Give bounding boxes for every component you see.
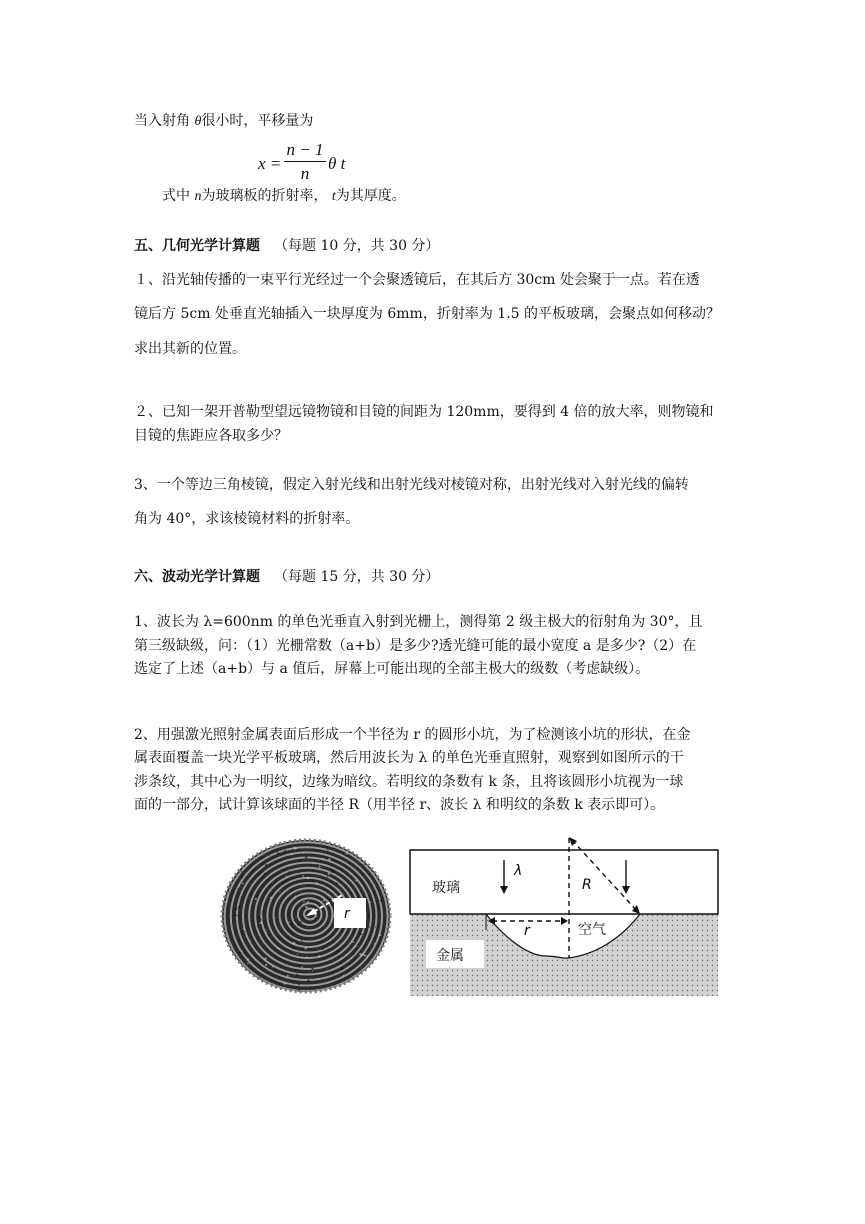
speckle-dot xyxy=(302,837,303,838)
speckle-dot xyxy=(327,851,328,852)
speckle-dot xyxy=(344,938,345,939)
speckle-dot xyxy=(255,898,257,900)
speckle-dot xyxy=(238,866,239,867)
speckle-dot xyxy=(259,875,260,876)
speckle-dot xyxy=(321,901,322,902)
speckle-dot xyxy=(345,887,346,888)
speckle-dot xyxy=(380,900,382,902)
speckle-dot xyxy=(387,933,388,934)
formula-numerator: n − 1 xyxy=(286,140,324,159)
speckle-dot xyxy=(230,871,231,872)
speckle-dot xyxy=(346,852,348,854)
speckle-dot xyxy=(341,967,344,970)
t-symbol: t xyxy=(331,189,336,204)
speckle-dot xyxy=(294,847,297,850)
speckle-dot xyxy=(389,881,390,882)
speckle-dot xyxy=(219,889,221,891)
speckle-dot xyxy=(367,841,368,842)
s6-q2-line: 涉条纹，其中心为一明纹，边缘为暗纹。若明纹的条数有 k 条，且将该圆形小坑视为一球 xyxy=(134,774,684,790)
speckle-dot xyxy=(387,963,389,965)
speckle-dot xyxy=(327,876,329,878)
speckle-dot xyxy=(291,837,293,839)
speckle-dot xyxy=(317,864,319,866)
speckle-dot xyxy=(355,946,356,947)
speckle-dot xyxy=(296,924,297,925)
speckle-dot xyxy=(312,880,313,881)
speckle-dot xyxy=(218,913,219,915)
speckle-dot xyxy=(241,876,243,878)
speckle-dot xyxy=(279,892,280,893)
speckle-dot xyxy=(245,931,246,932)
speckle-dot xyxy=(307,901,309,903)
speckle-dot xyxy=(278,948,280,950)
s6-q2-line: 面的一部分，试计算该球面的半径 R（用半径 r、波长 λ 和明纹的条数 k 表示即可）。 xyxy=(134,797,665,813)
speckle-dot xyxy=(247,958,249,960)
speckle-dot xyxy=(292,947,294,949)
speckle-dot xyxy=(271,980,273,982)
speckle-dot xyxy=(291,854,293,856)
speckle-dot xyxy=(310,986,311,987)
speckle-dot xyxy=(299,875,301,877)
speckle-dot xyxy=(261,913,262,914)
speckle-dot xyxy=(296,973,298,975)
speckle-dot xyxy=(331,870,334,873)
intro-text-b: 很小时，平移量为 xyxy=(201,113,314,129)
speckle-dot xyxy=(315,926,316,927)
speckle-dot xyxy=(336,950,338,952)
speckle-dot xyxy=(307,980,310,983)
speckle-dot xyxy=(333,975,334,976)
speckle-dot xyxy=(218,927,220,929)
speckle-dot xyxy=(305,856,307,858)
speckle-dot xyxy=(359,953,361,955)
speckle-dot xyxy=(229,892,230,893)
speckle-dot xyxy=(268,934,270,936)
speckle-dot xyxy=(337,984,338,985)
speckle-dot xyxy=(373,843,375,845)
speckle-dot xyxy=(295,896,297,898)
speckle-dot xyxy=(291,923,293,925)
speckle-dot xyxy=(227,876,229,878)
speckle-dot xyxy=(260,987,261,988)
s6-q2-line: 2、用强激光照射金属表面后形成一个半径为 r 的圆形小坑，为了检测该小坑的形状，在金 xyxy=(134,727,691,743)
s5-q1-line: 求出其新的位置。 xyxy=(134,341,246,357)
speckle-dot xyxy=(333,860,335,862)
speckle-dot xyxy=(253,920,254,921)
speckle-dot xyxy=(262,911,263,912)
intro-text-e: 为其厚度。 xyxy=(335,188,406,204)
speckle-dot xyxy=(269,855,270,856)
section6-title: 六、波动光学计算题 xyxy=(134,569,260,585)
speckle-dot xyxy=(226,894,228,896)
speckle-dot xyxy=(218,992,220,994)
speckle-dot xyxy=(297,954,298,955)
speckle-dot xyxy=(293,942,296,945)
speckle-dot xyxy=(284,850,286,852)
intro-text-a: 当入射角 xyxy=(134,113,190,129)
speckle-dot xyxy=(369,926,370,927)
speckle-dot xyxy=(328,858,330,860)
speckle-dot xyxy=(257,926,259,928)
speckle-dot xyxy=(304,925,305,926)
speckle-dot xyxy=(374,891,375,892)
speckle-dot xyxy=(353,953,355,955)
speckle-dot xyxy=(371,967,372,968)
speckle-dot xyxy=(366,955,368,957)
displacement-formula xyxy=(258,140,348,190)
speckle-dot xyxy=(265,989,266,990)
speckle-dot xyxy=(357,839,359,841)
formula-denominator: n xyxy=(300,164,310,183)
speckle-dot xyxy=(247,842,248,843)
s6-q1-line: 第三级缺级，问：（1）光栅常数（a+b）是多少?透光缝可能的最小宽度 a 是多少?（2）在 xyxy=(134,638,697,654)
s6-q2-line: 属表面覆盖一块光学平板玻璃，然后用波长为 λ 的单色光垂直照射，观察到如图所示的干 xyxy=(134,750,684,766)
section6-heading xyxy=(134,567,439,587)
metal-label: 金属 xyxy=(436,948,464,964)
speckle-dot xyxy=(347,861,348,862)
speckle-dot xyxy=(231,977,232,978)
speckle-dot xyxy=(373,856,374,857)
speckle-dot xyxy=(287,975,289,977)
speckle-dot xyxy=(261,956,262,957)
speckle-dot xyxy=(235,908,237,910)
speckle-dot xyxy=(265,964,267,966)
s6-q1-line: 选定了上述（a+b）与 a 值后，屏幕上可能出现的全部主极大的级数（考虑缺级）。 xyxy=(134,661,650,677)
speckle-dot xyxy=(304,844,305,845)
speckle-dot xyxy=(388,978,389,979)
speckle-dot xyxy=(269,995,270,996)
intro-text-d: 为玻璃板的折射率， xyxy=(201,188,328,204)
speckle-dot xyxy=(374,910,375,911)
speckle-dot xyxy=(298,872,299,873)
speckle-dot xyxy=(388,848,390,850)
speckle-dot xyxy=(270,869,271,870)
speckle-dot xyxy=(360,933,362,935)
speckle-dot xyxy=(389,864,390,865)
air-label: 空气 xyxy=(578,922,606,938)
speckle-dot xyxy=(300,906,301,907)
section5-note: （每题 10 分，共 30 分） xyxy=(274,238,440,254)
speckle-dot xyxy=(328,895,329,896)
speckle-dot xyxy=(301,951,302,952)
speckle-dot xyxy=(335,836,336,837)
speckle-dot xyxy=(327,858,328,859)
speckle-dot xyxy=(378,956,379,957)
speckle-dot xyxy=(297,975,299,977)
speckle-dot xyxy=(266,892,267,893)
speckle-dot xyxy=(278,936,279,937)
r-label-box xyxy=(334,898,366,928)
speckle-dot xyxy=(241,896,243,898)
speckle-dot xyxy=(220,875,221,876)
speckle-dot xyxy=(389,993,390,994)
s6-q1-line: 1、波长为 λ=600nm 的单色光垂直入射到光栅上，测得第 2 级主极大的衍射角为 30°，且 xyxy=(134,614,703,630)
speckle-dot xyxy=(241,871,243,873)
speckle-dot xyxy=(323,899,325,901)
intro-line-2 xyxy=(162,186,406,207)
speckle-dot xyxy=(293,846,294,847)
speckle-dot xyxy=(318,955,320,957)
speckle-dot xyxy=(319,866,321,868)
speckle-dot xyxy=(327,849,329,851)
speckle-dot xyxy=(333,848,335,850)
intro-text-c: 式中 xyxy=(162,188,190,204)
section6-note: （每题 15 分，共 30 分） xyxy=(274,569,440,585)
R-label: R xyxy=(582,877,592,893)
speckle-dot xyxy=(373,933,374,934)
speckle-dot xyxy=(328,873,330,875)
r-label: r xyxy=(524,923,530,939)
s5-q1-line: 镜后方 5cm 处垂直光轴插入一块厚度为 6mm，折射率为 1.5 的平板玻璃，会聚点如何移动？ xyxy=(134,306,720,322)
speckle-dot xyxy=(306,957,308,959)
s5-q2-line: ２、已知一架开普勒型望远镜物镜和目镜的间距为 120mm，要得到 4 倍的放大率，则物镜和 xyxy=(134,404,714,420)
speckle-dot xyxy=(385,887,387,889)
speckle-dot xyxy=(314,917,316,919)
speckle-dot xyxy=(330,940,331,941)
speckle-dot xyxy=(370,902,371,903)
speckle-dot xyxy=(328,898,330,900)
speckle-dot xyxy=(301,966,303,968)
speckle-dot xyxy=(316,882,318,884)
speckle-dot xyxy=(291,922,292,923)
speckle-dot xyxy=(246,836,248,838)
speckle-dot xyxy=(379,934,381,936)
intro-line-1 xyxy=(134,111,313,132)
speckle-dot xyxy=(334,836,336,837)
speckle-dot xyxy=(368,916,370,918)
speckle-dot xyxy=(300,921,302,923)
speckle-dot xyxy=(279,838,280,839)
speckle-dot xyxy=(287,878,289,880)
speckle-dot xyxy=(247,993,249,995)
speckle-dot xyxy=(299,860,301,862)
speckle-dot xyxy=(276,840,277,841)
speckle-dot xyxy=(385,836,386,837)
speckle-dot xyxy=(325,897,326,898)
speckle-dot xyxy=(355,880,357,882)
fraction-bar xyxy=(284,161,326,162)
interference-rings-figure xyxy=(218,836,394,996)
section5-heading xyxy=(134,236,439,256)
speckle-dot xyxy=(236,915,238,917)
speckle-dot xyxy=(347,985,348,986)
speckle-dot xyxy=(331,986,332,987)
speckle-dot xyxy=(272,966,274,968)
speckle-dot xyxy=(270,897,272,899)
speckle-dot xyxy=(361,874,363,876)
speckle-dot xyxy=(238,885,240,887)
speckle-dot xyxy=(342,838,343,839)
speckle-dot xyxy=(391,903,394,906)
glass-label: 玻璃 xyxy=(432,880,460,896)
speckle-dot xyxy=(377,964,378,965)
speckle-dot xyxy=(260,919,262,921)
speckle-dot xyxy=(365,988,367,990)
speckle-dot xyxy=(250,941,251,942)
speckle-dot xyxy=(257,891,258,892)
speckle-dot xyxy=(357,857,358,858)
speckle-dot xyxy=(296,917,297,918)
s5-q1-line: １、沿光轴传播的一束平行光经过一个会聚透镜后，在其后方 30cm 处会聚于一点。若在透 xyxy=(134,272,700,288)
speckle-dot xyxy=(264,958,266,960)
speckle-dot xyxy=(363,992,365,994)
speckle-dot xyxy=(221,860,223,862)
speckle-dot xyxy=(250,884,251,885)
speckle-dot xyxy=(259,922,261,924)
speckle-dot xyxy=(390,836,391,837)
speckle-dot xyxy=(358,946,359,947)
speckle-dot xyxy=(247,963,249,965)
speckle-dot xyxy=(293,983,294,984)
speckle-dot xyxy=(241,951,243,953)
speckle-dot xyxy=(289,871,291,873)
speckle-dot xyxy=(311,903,312,904)
s5-q2-line: 目镜的焦距应各取多少？ xyxy=(134,428,288,444)
speckle-dot xyxy=(243,928,245,930)
speckle-dot xyxy=(238,906,241,909)
speckle-dot xyxy=(222,890,224,892)
speckle-dot xyxy=(234,869,236,871)
speckle-dot xyxy=(307,877,309,879)
speckle-dot xyxy=(230,861,231,862)
speckle-dot xyxy=(364,932,365,933)
speckle-dot xyxy=(224,961,227,964)
speckle-dot xyxy=(335,860,337,862)
speckle-dot xyxy=(253,985,255,987)
speckle-dot xyxy=(385,957,386,958)
speckle-dot xyxy=(286,875,287,876)
speckle-dot xyxy=(275,917,276,918)
speckle-dot xyxy=(263,873,265,875)
speckle-dot xyxy=(298,990,300,992)
speckle-dot xyxy=(301,940,303,942)
formula-lhs: x = xyxy=(258,154,282,173)
speckle-dot xyxy=(377,866,379,868)
section5-title: 五、几何光学计算题 xyxy=(134,238,260,254)
speckle-dot xyxy=(225,901,227,903)
rings-r-label: r xyxy=(344,906,350,922)
speckle-dot xyxy=(336,882,338,884)
speckle-dot xyxy=(240,837,242,839)
speckle-dot xyxy=(232,859,233,860)
speckle-dot xyxy=(363,864,364,865)
speckle-dot xyxy=(375,926,376,927)
speckle-dot xyxy=(251,990,252,991)
speckle-dot xyxy=(220,885,222,887)
speckle-dot xyxy=(374,943,375,944)
speckle-dot xyxy=(242,883,244,885)
speckle-dot xyxy=(302,852,304,854)
speckle-dot xyxy=(288,881,289,882)
speckle-dot xyxy=(266,929,267,930)
speckle-dot xyxy=(340,958,342,960)
speckle-dot xyxy=(343,943,344,944)
speckle-dot xyxy=(266,842,268,844)
s5-q3-line: 3、一个等边三角棱镜，假定入射光线和出射光线对棱镜对称，出射光线对入射光线的偏转 xyxy=(134,477,689,493)
speckle-dot xyxy=(322,948,324,950)
speckle-dot xyxy=(373,987,374,988)
speckle-dot xyxy=(312,970,313,971)
speckle-dot xyxy=(303,901,305,903)
speckle-dot xyxy=(294,969,296,971)
speckle-dot xyxy=(309,871,310,872)
speckle-dot xyxy=(237,888,238,889)
speckle-dot xyxy=(302,902,303,903)
speckle-dot xyxy=(305,947,307,949)
speckle-dot xyxy=(367,977,369,979)
speckle-dot xyxy=(248,843,250,845)
speckle-dot xyxy=(311,968,313,970)
speckle-dot xyxy=(364,955,366,957)
speckle-dot xyxy=(257,987,258,988)
speckle-dot xyxy=(314,888,315,889)
speckle-dot xyxy=(288,921,289,922)
speckle-dot xyxy=(352,941,354,943)
speckle-dot xyxy=(231,853,232,854)
speckle-dot xyxy=(380,973,382,975)
speckle-dot xyxy=(265,989,267,991)
formula-rhs: θ t xyxy=(328,154,346,173)
s5-q3-line: 角为 40°，求该棱镜材料的折射率。 xyxy=(134,511,360,527)
speckle-dot xyxy=(305,906,307,908)
theta-symbol: θ xyxy=(194,114,202,129)
speckle-dot xyxy=(298,984,300,986)
speckle-dot xyxy=(389,894,391,896)
speckle-dot xyxy=(283,983,285,985)
speckle-dot xyxy=(221,890,222,891)
speckle-dot xyxy=(313,993,315,995)
speckle-dot xyxy=(265,864,267,866)
speckle-dot xyxy=(257,916,260,919)
speckle-dot xyxy=(387,852,389,854)
speckle-dot xyxy=(281,876,282,877)
speckle-dot xyxy=(279,976,281,978)
speckle-dot xyxy=(303,875,305,877)
speckle-dot xyxy=(322,858,324,860)
speckle-dot xyxy=(297,923,299,925)
speckle-dot xyxy=(387,918,388,919)
lambda-label: λ xyxy=(514,863,523,879)
speckle-dot xyxy=(238,970,240,972)
speckle-dot xyxy=(343,975,344,976)
speckle-dot xyxy=(277,852,279,854)
n-symbol: n xyxy=(194,189,202,204)
speckle-dot xyxy=(320,941,322,943)
speckle-dot xyxy=(388,934,390,936)
speckle-dot xyxy=(333,837,334,838)
cross-section-diagram xyxy=(406,834,720,998)
